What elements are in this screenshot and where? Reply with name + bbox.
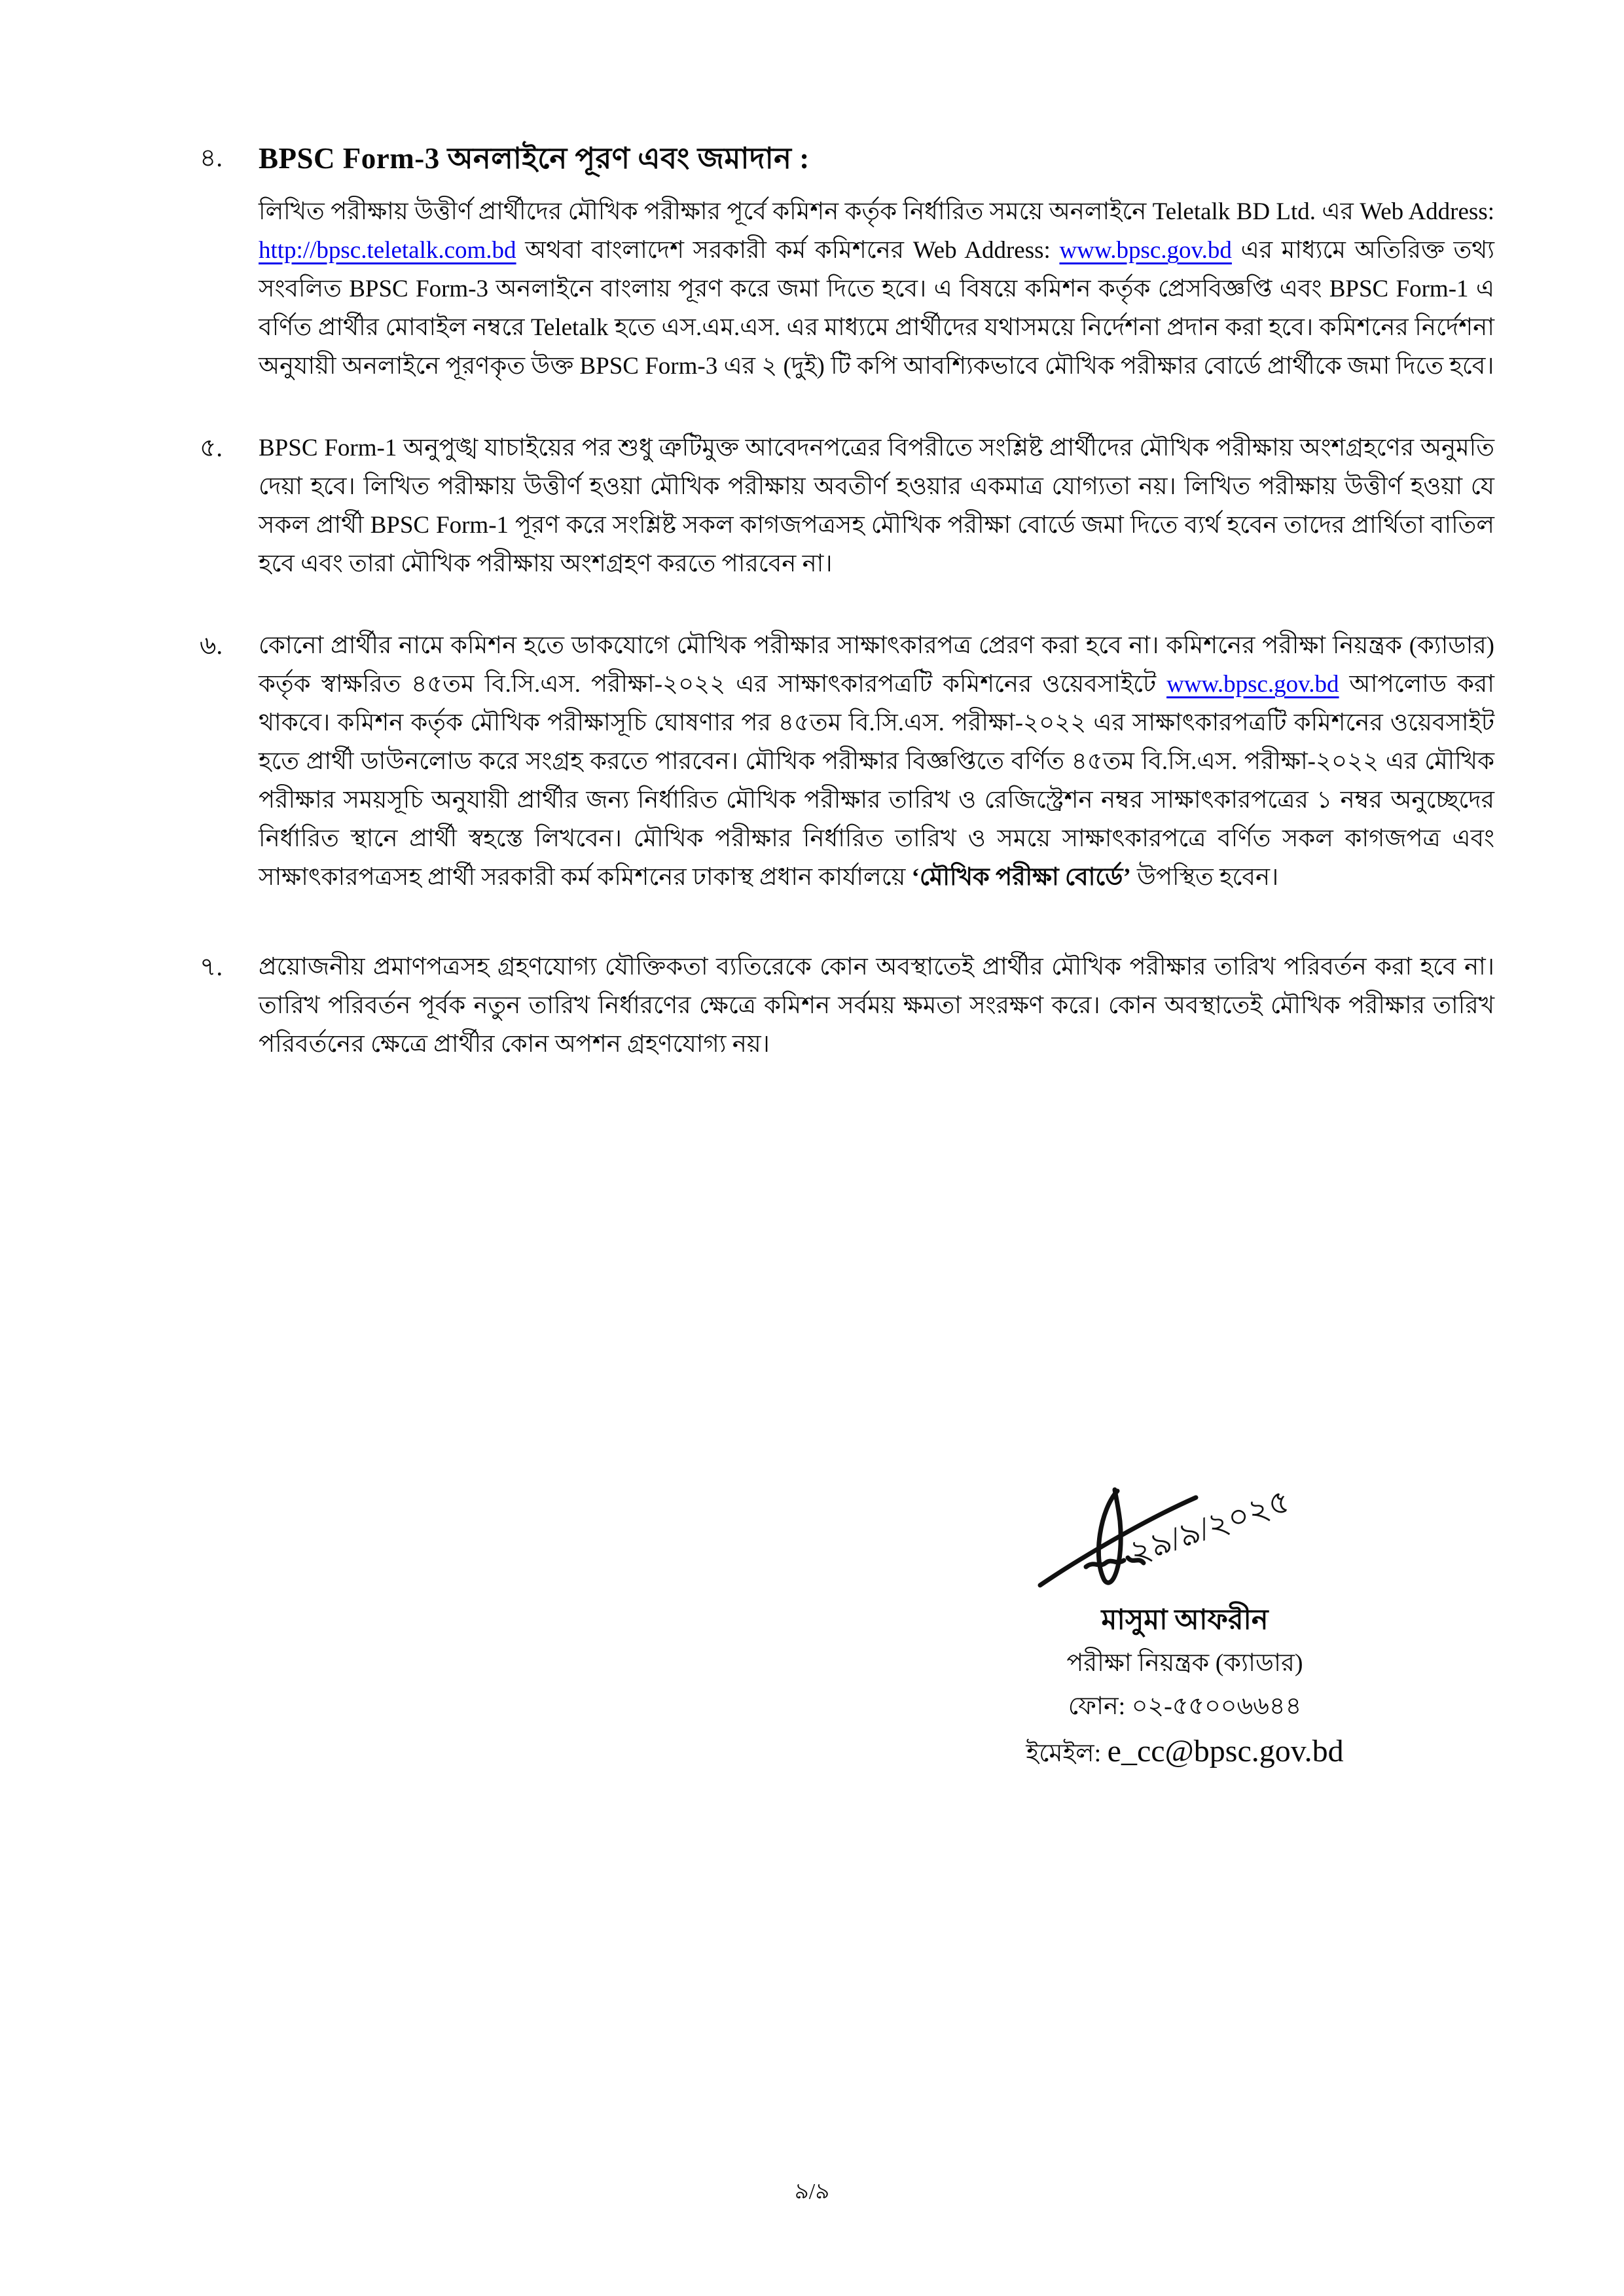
text-run: এর মাধ্যমে অতিরিক্ত তথ্য সংবলিত BPSC Form-3 অনলাইনে বাংলায় পূরণ করে জমা দিতে হবে। এ বিষয়ে কমিশন কর্তৃক প্রেসবিজ্ঞপ্তি এবং BPSC Form-1 এ বর্ণিত প্রার্থীর মোবাইল নম্বরে Teletalk হতে এস.এম.এস. এর মাধ্যমে প্রার্থীদের যথাসময়ে নির্দেশনা প্রদান করা হবে। কমিশনের নির্দেশনা অনুযায়ী অনলাইনে পূরণকৃত উক্ত BPSC Form-3 এর ২ (দুই) টি কপি আবশ্যিকভাবে মৌখিক পরীক্ষার বোর্ডে প্রার্থীকে জমা দিতে হবে। [259,237,1494,380]
text-run: উপস্থিত হবেন। [1130,864,1279,891]
list-item-7 [200,948,1494,1064]
paragraph [259,626,1494,897]
text-run: কোনো প্রার্থীর নামে কমিশন হতে ডাকযোগে মৌখিক পরীক্ষার সাক্ষাৎকারপত্র প্রেরণ করা হবে না। কমিশনের পরীক্ষা নিয়ন্ত্রক (ক্যাডার) কর্তৃক স্বাক্ষরিত ৪৫তম বি.সি.এস. পরীক্ষা-২০২২ এর সাক্ষাৎকারপত্রটি কমিশনের ওয়েবসাইটে [259,632,1494,698]
document-body [200,139,1494,1064]
paragraph [259,429,1494,583]
bpsc-url-link[interactable]: www.bpsc.gov.bd [1166,671,1339,698]
signatory-phone: ফোন: ০২-৫৫০০৬৬৪৪ [1068,1693,1302,1720]
item-number: ৪. [200,144,223,172]
bold-phrase-viva-board: ‘মৌখিক পরীক্ষা বোর্ডে’ [911,864,1131,891]
email-label: ইমেইল: [1026,1740,1108,1767]
paragraph [259,948,1494,1064]
signatory-email [916,1728,1453,1777]
text-run: প্রয়োজনীয় প্রমাণপত্রসহ গ্রহণযোগ্য যৌক্তিকতা ব্যতিরেকে কোন অবস্থাতেই প্রার্থীর মৌখিক পরীক্ষার তারিখ পরিবর্তন করা হবে না। তারিখ পরিবর্তন পূর্বক নতুন তারিখ নির্ধারণের ক্ষেত্রে কমিশন সর্বময় ক্ষমতা সংরক্ষণ করে। কোন অবস্থাতেই মৌখিক পরীক্ষার তারিখ পরিবর্তনের ক্ষেত্রে প্রার্থীর কোন অপশন গ্রহণযোগ্য নয়। [259,954,1494,1058]
text-run: অথবা বাংলাদেশ সরকারী কর্ম কমিশনের Web Address: [516,237,1060,264]
signature-block [916,1480,1453,1777]
item-number: ৬. [200,632,223,660]
teletalk-url-link[interactable]: http://bpsc.teletalk.com.bd [259,237,516,264]
page-number-footer: ৯/৯ [794,2179,830,2204]
item-number: ৭. [200,953,223,981]
item-heading: BPSC Form-3 অনলাইনে পূরণ এবং জমাদান : [259,142,810,175]
signatory-title: পরীক্ষা নিয়ন্ত্রক (ক্যাডার) [1066,1649,1303,1677]
text-run: লিখিত পরীক্ষায় উত্তীর্ণ প্রার্থীদের মৌখিক পরীক্ষার পূর্বে কমিশন কর্তৃক নির্ধারিত সময়ে অনলাইনে Teletalk BD Ltd. এর Web Address: [259,198,1494,225]
signature-date: ২৯/৯/২০২৫ [1125,1482,1295,1571]
list-item-6 [200,626,1494,897]
text-run: BPSC Form-1 অনুপুঙ্খ যাচাইয়ের পর শুধু ত্রুটিমুক্ত আবেদনপত্রের বিপরীতে সংশ্লিষ্ট প্রার্থীদের মৌখিক পরীক্ষায় অংশগ্রহণের অনুমতি দেয়া হবে। লিখিত পরীক্ষায় উত্তীর্ণ হওয়া মৌখিক পরীক্ষায় অবতীর্ণ হওয়ার একমাত্র যোগ্যতা নয়। লিখিত পরীক্ষায় উত্তীর্ণ হওয়া যে সকল প্রার্থী BPSC Form-1 পূরণ করে সংশ্লিষ্ট সকল কাগজপত্রসহ মৌখিক পরীক্ষা বোর্ডে জমা দিতে ব্যর্থ হবেন তাদের প্রার্থিতা বাতিল হবে এবং তারা মৌখিক পরীক্ষায় অংশগ্রহণ করতে পারবেন না। [259,435,1494,577]
signature-scribble-icon [1031,1480,1339,1598]
item-number: ৫. [200,434,223,462]
email-address: e_cc@bpsc.gov.bd [1107,1734,1344,1768]
bpsc-url-link[interactable]: www.bpsc.gov.bd [1059,237,1232,264]
list-item-4 [200,139,1494,386]
signatory-name: মাসুমা আফরীন [1101,1605,1269,1636]
text-run: আপলোড করা থাকবে। কমিশন কর্তৃক মৌখিক পরীক্ষাসূচি ঘোষণার পর ৪৫তম বি.সি.এস. পরীক্ষা-২০২২ এর সাক্ষাৎকারপত্রটি কমিশনের ওয়েবসাইট হতে প্রার্থী ডাউনলোড করে সংগ্রহ করতে পারবেন। মৌখিক পরীক্ষার বিজ্ঞপ্তিতে বর্ণিত ৪৫তম বি.সি.এস. পরীক্ষা-২০২২ এর মৌখিক পরীক্ষার সময়সূচি অনুযায়ী প্রার্থীর জন্য নির্ধারিত মৌখিক পরীক্ষার তারিখ ও রেজিস্ট্রেশন নম্বর সাক্ষাৎকারপত্রের ১ নম্বর অনুচ্ছেদের নির্ধারিত স্থানে প্রার্থী স্বহস্তে লিখবেন। মৌখিক পরীক্ষার নির্ধারিত তারিখ ও সময়ে সাক্ষাৎকারপত্রে বর্ণিত সকল কাগজপত্র এবং সাক্ষাৎকারপত্রসহ প্রার্থী সরকারী কর্ম কমিশনের ঢাকাস্থ প্রধান কার্যালয়ে [259,671,1494,891]
paragraph [259,192,1494,386]
list-item-5 [200,429,1494,583]
